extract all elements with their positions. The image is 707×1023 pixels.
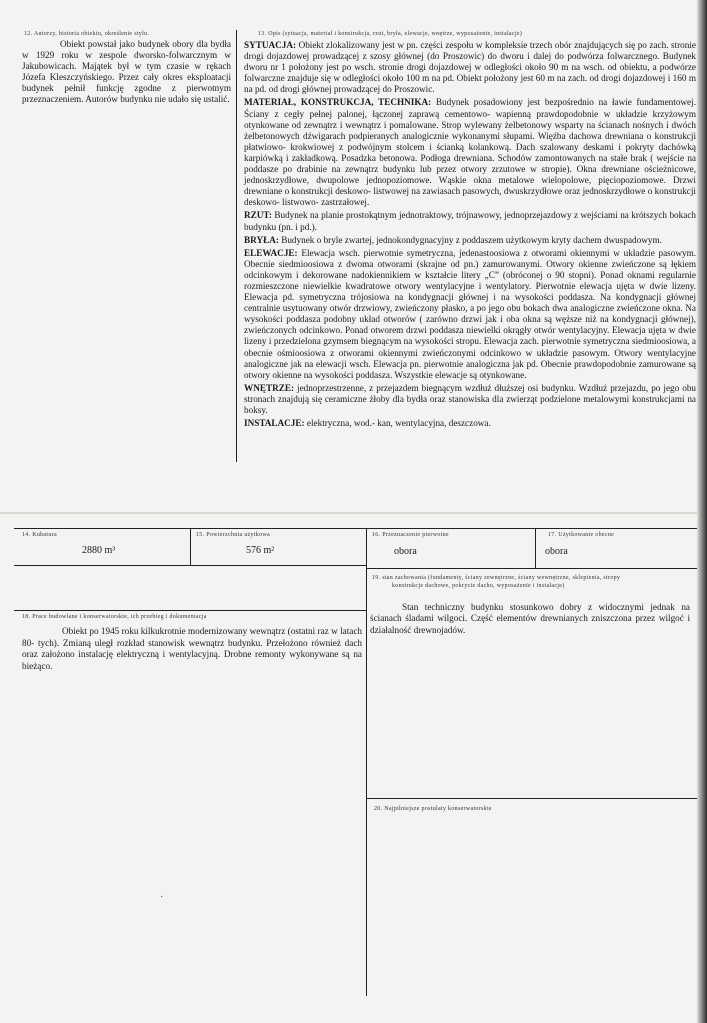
sec16-value: obora: [394, 546, 417, 557]
elewacje-heading: ELEWACJE:: [244, 247, 298, 258]
sec19-text: Stan techniczny budynku stosunkowo dobry z widocznymi jednak na ścianach śladami wilgoci. Część elementów drewnianych zniszczona przez wilgoć i działalność drewnojadów.: [370, 602, 690, 635]
sec13-label: 13. Opis (sytuacja, materiał i konstrukcja, rzut, bryła, elewacje, wnętrze, wyposażenie, instalacje): [258, 31, 523, 37]
sec18-top-line: [14, 610, 366, 611]
divider-12-13: [236, 30, 237, 462]
sec16-label: 16. Przeznaczenie pierwotne: [372, 532, 449, 538]
material-paragraph: [244, 97, 696, 208]
rzut-text: Budynek na planie prostokątnym jednotraktowy, trójnawowy, jednoprzejazdowy z wejściami na krótszych bokach budynku (pn. i pd.).: [244, 210, 696, 232]
elewacje-paragraph: [244, 248, 696, 381]
instalacje-paragraph: [244, 418, 696, 429]
row-16-17-bottom-line: [366, 568, 700, 569]
rzut-paragraph: [244, 210, 696, 232]
sec15-value: 576 m²: [246, 545, 275, 556]
sec19-label-line2: konstrukcje dachowe, pokrycie dachu, wyposażenie i instalacje): [392, 583, 565, 589]
sec13-text: [244, 40, 696, 431]
sec15-label: 15. Powierzchnia użytkowa: [196, 532, 270, 538]
sytuacja-paragraph: [244, 40, 696, 95]
sytuacja-text: Obiekt zlokalizowany jest w pn. części zespołu w kompleksie trzech obór znajdujących się po zach. stronie drogi dojazdowej prowadzącej z szosy głównej (do Proszowic) do dworu i dalej do podwórza folwarcznego. Budynek dworu nr 1 położony jest po wsch. stronie drogi dojazdowej w odległości około 90 m na wsch. od obiektu, a podwórze folwarczne znajduje się w odległości około 100 m na pd. Obiekt położony jest 60 m na zach. od drogi dojazdowej i 160 m na pd. od drogi głównej prowadzącej do Proszowic.: [244, 40, 696, 95]
elewacje-text: Elewacja wsch. pierwotnie symetryczna, jedenastoosiowa z otworami okiennymi w układzie pasowym. Obecnie siedmioosiowa z dwoma otworami (skrajne od pn.) zamurowanymi. Otwory okienne zwieńczone są łękiem odcinkowym i dekorowane nadokiennikiem w kształcie litery „C” (obróconej o 90 stopni). Ponad oknami regularnie rozmieszczone niewielkie kwadratowe otwory wentylacyjne i wentylatory. Pierwotnie elewacja ujęta w dwie lizeny. Elewacja pd. symetryczna trójosiowa na kondygnacji głównej i na wysokości poddasza. Na kondygnacji głównej centralnie usytuowany otwór drzwiowy, zwieńczony płasko, a po jego obu bokach dwa analogiczne zwieńczone okna. Na wysokości poddasza podobny układ otworów ( zarówno drzwi jak i oba okna są węższe niż na kondygnacji głównej), zwieńczonych odcinkowo. Ponad otworem drzwi poddasza niewielki okrągły otwór wentylacyjny. Elewacja ujęta w dwie lizeny i przedzielona gzymsem biegnącym na wysokości stropu. Elewacja zach. pierwotnie symetryczna siedmioosiowa, a obecnie ośmioosiowa z otworami okiennymi zwieńczonymi odcinkowo w układzie pasowym. Otwory wentylacyjne analogiczne jak na elewacji wsch. Elewacja pn. pierwotnie analogiczna jak pd. Obecnie prawdopodobnie zamurowane są otwory okienne na wysokości poddasza. Wszystkie elewacje są otynkowane.: [244, 247, 697, 380]
sec19-label-line1: 19. stan zachowania (fundamenty, ściany zewnętrzne, ściany wewnętrzne, sklepienia, stropy: [372, 575, 621, 581]
sec14-label: 14. Kubatura: [22, 532, 57, 538]
material-text: Budynek posadowiony jest bezpośrednio na ławie fundamentowej. Ściany z cegły pełnej palonej, łączonej zaprawą cementowo- wapienną prawdopodobnie w układzie krzyżowym otynkowane od zewnątrz i wewnątrz i pomalowane. Strop wylewany żelbetonowy wsparty na ścianach nośnych i dwóch żelbetonowych dźwigarach podpieranych analogicznie wykonanymi słupami. Więźba dachowa drewniana o konstrukcji płatwiowo- krokwiowej z podwójnym stolcem i ścianką kolankową. Dach szalowany deskami i pokryty dachówką karpiówką i zakładkową. Posadzka betonowa. Podłoga drewniana. Schodów zamontowanych na stałe brak ( wejście na poddasze po drabinie na zewnątrz budynku lub przez otwory zrzutowe w stropie). Okna drewniane ościeżnicowe, jednoskrzydłowe, dwupolowe jednopoziomowe. Wąskie okna metalowe wielopolowe, pięciopoziomowe. Drzwi drewniane o konstrukcji deskowo- listwowej na zawiasach pasowych, dwuskrzydłowe oraz jednoskrzydłowe o konstrukcji deskowo- listwowo- zastrzałowej.: [244, 97, 696, 208]
divider-18-19: [366, 568, 367, 996]
sec18-label: 18. Prace budowlane i konserwatorskie, ich przebieg i dokumentacja: [22, 614, 207, 620]
scan-edge-shadow: [697, 0, 707, 1023]
bryla-paragraph: [244, 235, 696, 246]
wnetrze-heading: WNĘTRZE:: [244, 382, 295, 393]
bryla-heading: BRYŁA:: [244, 234, 279, 245]
sec18-text: Obiekt po 1945 roku kilkukrotnie modernizowany wewnątrz (ostatni raz w latach 80- tych). Zmianą uległ rozkład stanowisk wewnątrz budynku. Przełożono również dach oraz założono instalację elektryczną i wentylacyjną. Drobne remonty wykonywane są na bieżąco.: [22, 626, 362, 671]
sytuacja-heading: SYTUACJA:: [244, 40, 297, 50]
divider-16-17: [535, 528, 536, 568]
wnetrze-paragraph: [244, 383, 696, 416]
material-heading: MATERIAŁ, KONSTRUKCJA, TECHNIKA:: [244, 97, 432, 108]
sec12-text: Obiekt powstał jako budynek obory dla bydła w 1929 roku w zespole dworsko-folwarcznym w Jakubowicach. Majątek był w tym czasie w rękach Józefa Kleszczyńskiego. Przez cały okres eksploatacji budynek pełnił funkcję zgodne z pierwotnym przeznaczeniem. Autorów budynku nie udało się ustalić.: [22, 39, 231, 105]
paper-fold: [0, 512, 700, 514]
sec20-top-line: [366, 798, 700, 799]
sec20-label: 20. Najpilniejsze postulaty konserwatorskie: [374, 806, 492, 812]
sec14-value: 2880 m³: [82, 545, 116, 556]
bryla-text: Budynek o bryle zwartej, jednokondygnacyjny z poddaszem użytkowym kryty dachem dwuspadowym.: [281, 234, 662, 245]
instalacje-heading: INSTALACJE:: [244, 418, 305, 429]
sec17-label: 17. Użytkowanie obecne: [548, 532, 615, 538]
row-14-17-top-line: [14, 528, 700, 529]
row-14-15-bottom-line: [14, 565, 366, 566]
instalacje-text: elektryczna, wod.- kan, wentylacyjna, deszczowa.: [306, 418, 491, 429]
rzut-heading: RZUT:: [244, 210, 272, 221]
divider-14-15: [190, 528, 191, 565]
wnetrze-text: jednoprzestrzenne, z przejazdem biegnącym wzdłuż dłuższej osi budynku. Wzdłuż przejazdu, po jego obu stronach znajdują się ceramiczne żłoby dla bydła oraz stanowiska dla zwierząt podzielone metalowymi konstrukcjami na boksy.: [244, 382, 697, 415]
stray-mark: ·: [160, 892, 164, 903]
sec12-label: 12. Autorzy, historia obiektu, określenie stylu.: [24, 31, 150, 37]
sec17-value: obora: [545, 546, 568, 557]
